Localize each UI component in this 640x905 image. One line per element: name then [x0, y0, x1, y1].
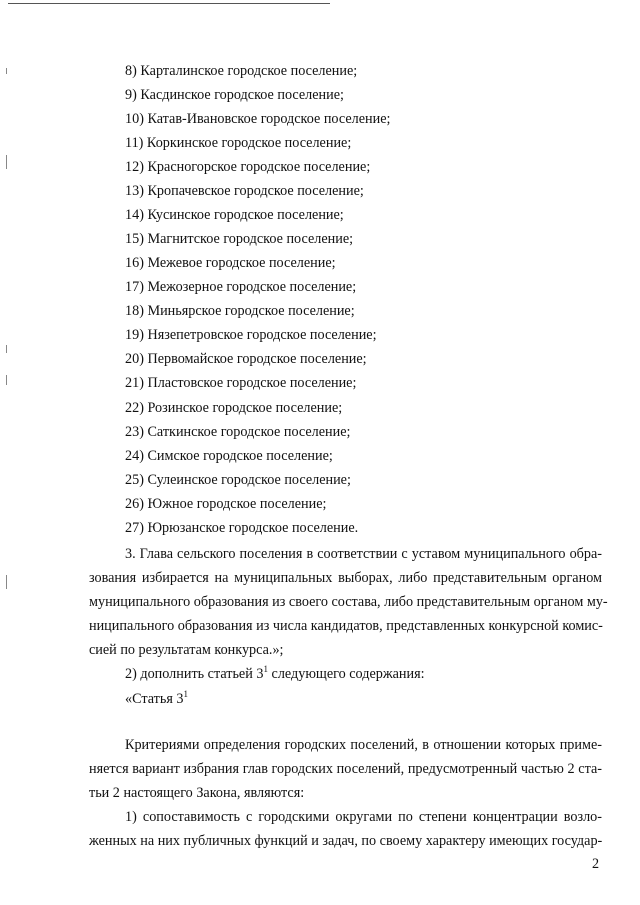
top-rule: [8, 3, 330, 4]
paragraph-line: 3. Глава сельского поселения в соответствии с уставом муниципального обра-: [125, 546, 602, 562]
amendment-superscript: 1: [263, 664, 268, 674]
list-item: 17) Межозерное городское поселение;: [125, 279, 357, 295]
amendment-text: 2) дополнить статьей 3: [125, 666, 264, 682]
list-item: 23) Саткинское городское поселение;: [125, 424, 351, 440]
paragraph-line: 1) сопоставимость с городскими округами по степени концентрации возло-: [125, 809, 602, 825]
list-item: 18) Миньярское городское поселение;: [125, 303, 355, 319]
list-item: 8) Карталинское городское поселение;: [125, 63, 358, 79]
list-item: 12) Красногорское городское поселение;: [125, 159, 371, 175]
paragraph-line: муниципального образования из своего состава, либо представительным органом му-: [89, 594, 608, 610]
list-item: 22) Розинское городское поселение;: [125, 400, 343, 416]
article-superscript: 1: [183, 689, 189, 699]
list-item: 21) Пластовское городское поселение;: [125, 375, 357, 391]
list-item: 16) Межевое городское поселение;: [125, 255, 336, 271]
paragraph-line: Критериями определения городских поселений, в отношении которых приме-: [125, 737, 602, 753]
list-item: 19) Нязепетровское городское поселение;: [125, 327, 377, 343]
paragraph-line: сией по результатам конкурса.»;: [89, 642, 284, 658]
list-item: 24) Симское городское поселение;: [125, 448, 333, 464]
list-item: 27) Юрюзанское городское поселение.: [125, 520, 359, 536]
paragraph-line: зования избирается на муниципальных выборах, либо представительным органом: [89, 570, 602, 586]
list-item: 25) Сулеинское городское поселение;: [125, 472, 351, 488]
margin-mark: [6, 375, 7, 385]
paragraph-line: няется вариант избрания глав городских поселений, предусмотренный частью 2 ста-: [89, 761, 602, 777]
page-number: 2: [592, 856, 600, 872]
paragraph-line: тьи 2 настоящего Закона, являются:: [89, 785, 305, 801]
list-item: 20) Первомайское городское поселение;: [125, 351, 367, 367]
amendment-text-tail: следующего содержания:: [267, 666, 425, 682]
paragraph-line: ниципального образования из числа кандидатов, представленных конкурсной комис-: [89, 618, 603, 634]
amendment-line: [125, 665, 425, 683]
margin-mark: [6, 575, 7, 589]
margin-mark: [6, 68, 7, 74]
article-heading: [125, 690, 188, 708]
list-item: 9) Касдинское городское поселение;: [125, 87, 344, 103]
list-item: 13) Кропачевское городское поселение;: [125, 183, 364, 199]
list-item: 14) Кусинское городское поселение;: [125, 207, 344, 223]
paragraph-line: женных на них публичных функций и задач, по своему характеру имеющих государ-: [89, 833, 603, 849]
article-heading-text: «Статья 3: [125, 691, 184, 707]
list-item: 11) Коркинское городское поселение;: [125, 135, 352, 151]
list-item: 10) Катав-Ивановское городское поселение;: [125, 111, 391, 127]
margin-mark: [6, 155, 7, 169]
list-item: 15) Магнитское городское поселение;: [125, 231, 354, 247]
margin-mark: [6, 345, 7, 353]
list-item: 26) Южное городское поселение;: [125, 496, 327, 512]
